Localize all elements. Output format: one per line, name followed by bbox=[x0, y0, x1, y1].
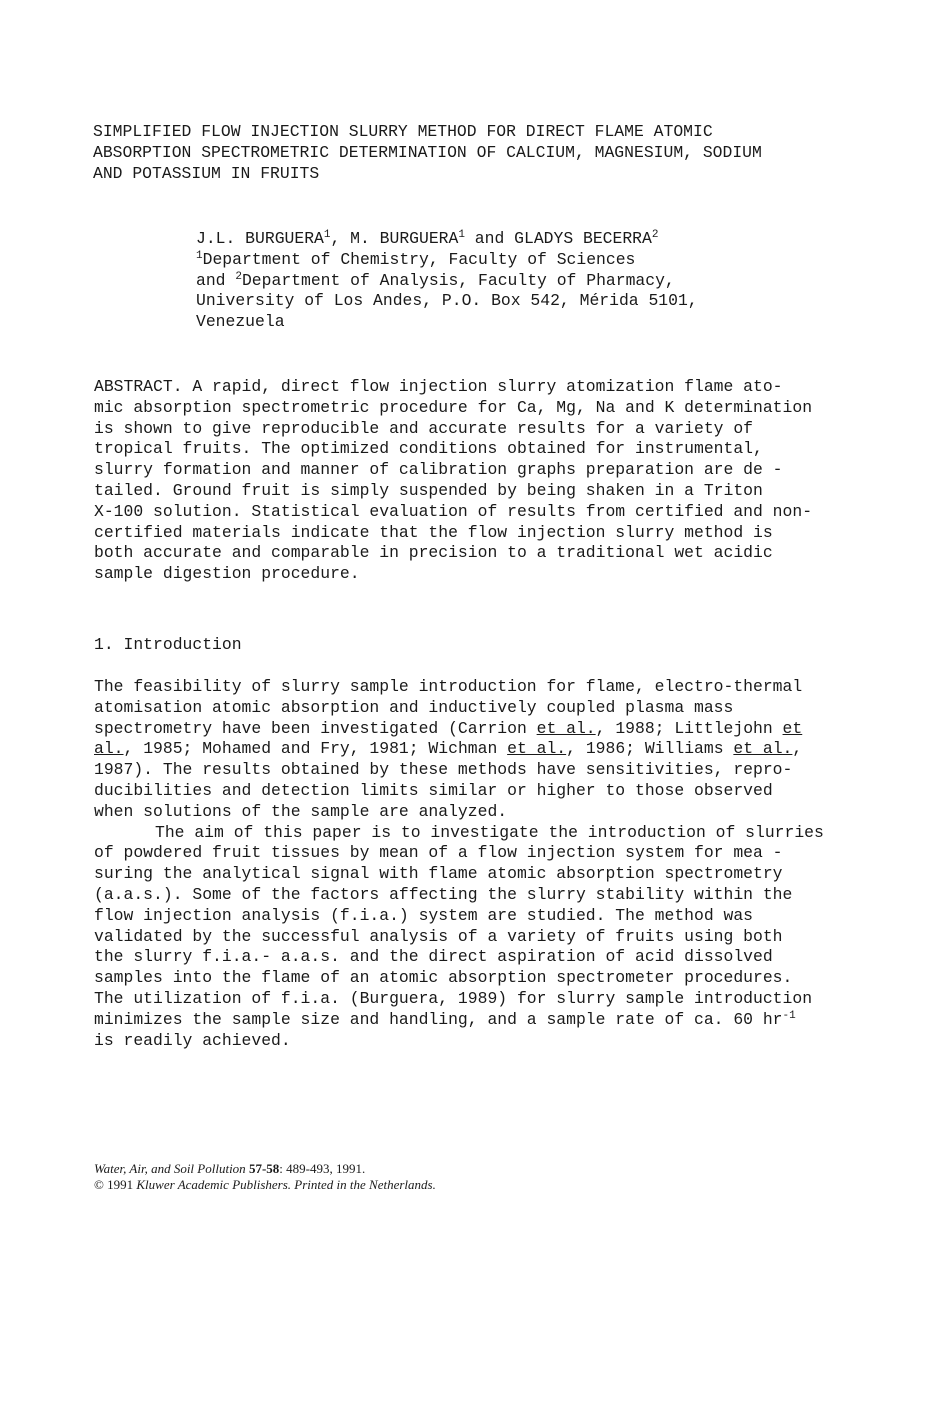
body-line: when solutions of the sample are analyzed. bbox=[94, 801, 508, 821]
citation-etal: et al. bbox=[507, 739, 567, 759]
publisher-name: Kluwer Academic Publishers. Printed in the Netherlands. bbox=[136, 1177, 436, 1192]
body-line bbox=[94, 739, 824, 760]
body-line: ducibilities and detection limits similar or higher to those observed bbox=[94, 780, 773, 800]
affiliation-marker: 1 bbox=[323, 229, 331, 241]
affiliation-text: Department of Analysis, Faculty of Pharmacy, bbox=[241, 270, 675, 290]
journal-footer bbox=[94, 1161, 436, 1193]
superscript: -1 bbox=[782, 1009, 796, 1022]
abstract-line: sample digestion procedure. bbox=[94, 564, 360, 584]
abstract-line: is shown to give reproducible and accurate results for a variety of bbox=[94, 418, 754, 438]
copyright-year: © 1991 bbox=[94, 1177, 134, 1192]
abstract-line: tailed. Ground fruit is simply suspended by being shaken in a Triton bbox=[94, 480, 763, 500]
journal-pages: : 489-493, 1991. bbox=[279, 1161, 366, 1176]
body-text: , 1988; Littlejohn bbox=[595, 718, 783, 738]
abstract bbox=[94, 377, 812, 585]
body-line: 1987). The results obtained by these methods have sensitivities, repro- bbox=[94, 760, 793, 780]
body-text: , 1985; Mohamed and Fry, 1981; Wichman bbox=[123, 739, 508, 759]
affiliation-line bbox=[196, 250, 698, 271]
citation-etal: et bbox=[782, 718, 803, 738]
body-text: , 1986; Williams bbox=[566, 739, 734, 759]
body-line: (a.a.s.). Some of the factors affecting the slurry stability within the bbox=[94, 884, 793, 904]
abstract-line: mic absorption spectrometric procedure for Ca, Mg, Na and K determination bbox=[94, 397, 813, 417]
body-line: samples into the flame of an atomic absorption spectrometer procedures. bbox=[94, 968, 793, 988]
body-line: flow injection analysis (f.i.a.) system are studied. The method was bbox=[94, 905, 754, 925]
body-line: the slurry f.i.a.- a.a.s. and the direct aspiration of acid dissolved bbox=[94, 947, 773, 967]
body-line bbox=[94, 1010, 824, 1031]
title-line: ABSORPTION SPECTROMETRIC DETERMINATION OF CALCIUM, MAGNESIUM, SODIUM bbox=[93, 142, 762, 162]
section-heading: 1. Introduction bbox=[94, 635, 242, 654]
affiliation-marker: 1 bbox=[196, 249, 203, 262]
citation-etal: et al. bbox=[536, 718, 596, 738]
title-line: AND POTASSIUM IN FRUITS bbox=[93, 163, 320, 183]
citation-etal: al. bbox=[94, 739, 124, 759]
body-line: suring the analytical signal with flame atomic absorption spectrometry bbox=[94, 864, 783, 884]
body-line: is readily achieved. bbox=[94, 1030, 291, 1050]
abstract-line: certified materials indicate that the flow injection slurry method is bbox=[94, 522, 773, 542]
affiliation-marker: 1 bbox=[458, 229, 465, 241]
citation-etal: et al. bbox=[733, 739, 793, 759]
journal-volume: 57-58 bbox=[248, 1161, 280, 1176]
introduction-body bbox=[94, 677, 824, 1051]
affiliation-line: University of Los Andes, P.O. Box 542, Mérida 5101, bbox=[196, 291, 698, 311]
author-name: J.L. BURGUERA bbox=[196, 229, 324, 248]
copyright-line bbox=[94, 1177, 436, 1193]
body-text: minimizes the sample size and handling, and a sample rate of ca. 60 hr bbox=[94, 1009, 783, 1029]
abstract-line: X-100 solution. Statistical evaluation of results from certified and non- bbox=[94, 501, 813, 521]
body-text: , bbox=[792, 739, 803, 759]
body-line: validated by the successful analysis of a variety of fruits using both bbox=[94, 926, 783, 946]
affiliation-line: Venezuela bbox=[196, 312, 285, 332]
author-name: and GLADYS BECERRA bbox=[464, 229, 652, 248]
abstract-line: ABSTRACT. A rapid, direct flow injection slurry atomization flame ato- bbox=[94, 377, 783, 396]
body-text: spectrometry have been investigated (Carrion bbox=[94, 718, 537, 738]
journal-name: Water, Air, and Soil Pollution bbox=[94, 1161, 246, 1176]
body-line: The feasibility of slurry sample introduction for flame, electro-thermal bbox=[94, 677, 803, 696]
citation-line bbox=[94, 1161, 436, 1177]
affiliation-text: and bbox=[196, 270, 236, 290]
affiliation-marker: 2 bbox=[651, 229, 659, 241]
abstract-line: tropical fruits. The optimized conditions obtained for instrumental, bbox=[94, 439, 763, 459]
author-list bbox=[196, 229, 698, 250]
affiliation-marker: 2 bbox=[235, 270, 242, 283]
author-block bbox=[196, 229, 698, 333]
body-line: The aim of this paper is to investigate the introduction of slurries bbox=[155, 822, 824, 842]
body-line: atomisation atomic absorption and inductively coupled plasma mass bbox=[94, 697, 734, 717]
affiliation-text: Department of Chemistry, Faculty of Sciences bbox=[202, 249, 636, 269]
body-line: The utilization of f.i.a. (Burguera, 1989) for slurry sample introduction bbox=[94, 988, 813, 1008]
abstract-line: both accurate and comparable in precision to a traditional wet acidic bbox=[94, 543, 773, 563]
paper-title bbox=[93, 122, 762, 184]
author-name: , M. BURGUERA bbox=[330, 229, 459, 248]
body-line bbox=[94, 719, 824, 740]
body-line: of powdered fruit tissues by mean of a flow injection system for mea - bbox=[94, 843, 783, 863]
affiliation-line bbox=[196, 271, 698, 292]
title-line: SIMPLIFIED FLOW INJECTION SLURRY METHOD FOR DIRECT FLAME ATOMIC bbox=[93, 122, 713, 141]
abstract-line: slurry formation and manner of calibration graphs preparation are de - bbox=[94, 460, 783, 480]
